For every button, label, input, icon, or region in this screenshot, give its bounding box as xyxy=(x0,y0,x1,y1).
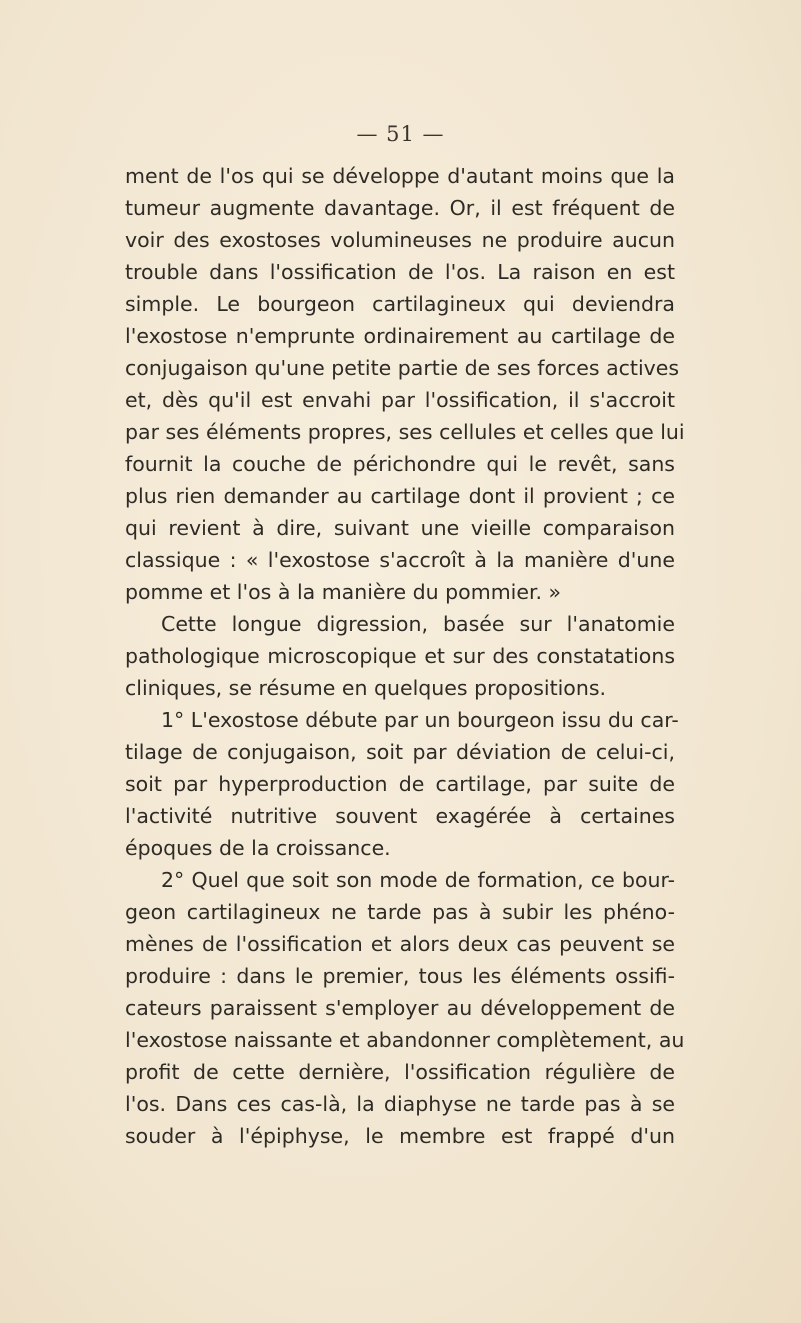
text-line: souder à l'épiphyse, le membre est frappé d'un xyxy=(125,1124,675,1148)
text-line: cliniques, se résume en quelques propositions. xyxy=(125,676,607,700)
text-line: tumeur augmente davantage. Or, il est fréquent de xyxy=(125,196,675,220)
text-line: soit par hyperproduction de cartilage, par suite de xyxy=(125,772,675,796)
text-line: 1° L'exostose débute par un bourgeon issu du car- xyxy=(161,708,679,732)
text-line: fournit la couche de périchondre qui le revêt, sans xyxy=(125,452,675,476)
text-line: trouble dans l'ossification de l'os. La raison en est xyxy=(125,260,675,284)
text-line: pomme et l'os à la manière du pommier. » xyxy=(125,580,562,604)
text-line: pathologique microscopique et sur des constatations xyxy=(125,644,675,668)
text-line: simple. Le bourgeon cartilagineux qui deviendra xyxy=(125,292,675,316)
text-line: plus rien demander au cartilage dont il provient ; ce xyxy=(125,484,675,508)
text-line: l'exostose naissante et abandonner complètement, au xyxy=(125,1028,685,1052)
text-line: l'activité nutritive souvent exagérée à certaines xyxy=(125,804,675,828)
text-line: l'os. Dans ces cas-là, la diaphyse ne tarde pas à se xyxy=(125,1092,675,1116)
text-line: l'exostose n'emprunte ordinairement au cartilage de xyxy=(125,324,675,348)
text-line: cateurs paraissent s'employer au développement de xyxy=(125,996,675,1020)
text-line: profit de cette dernière, l'ossification régulière de xyxy=(125,1060,675,1084)
text-line: 2° Quel que soit son mode de formation, ce bour- xyxy=(161,868,675,892)
text-line: voir des exostoses volumineuses ne produire aucun xyxy=(125,228,675,252)
text-line: ment de l'os qui se développe d'autant moins que la xyxy=(125,164,675,188)
text-line: Cette longue digression, basée sur l'anatomie xyxy=(161,612,675,636)
text-line: et, dès qu'il est envahi par l'ossification, il s'accroit xyxy=(125,388,675,412)
page-number: — 51 — xyxy=(356,122,445,146)
text-line: époques de la croissance. xyxy=(125,836,391,860)
text-line: qui revient à dire, suivant une vieille comparaison xyxy=(125,516,675,540)
text-line: par ses éléments propres, ses cellules et celles que lui xyxy=(125,420,685,444)
text-line: geon cartilagineux ne tarde pas à subir les phéno- xyxy=(125,900,675,924)
text-line: classique : « l'exostose s'accroît à la manière d'une xyxy=(125,548,675,572)
body-text xyxy=(125,160,685,1152)
text-line: tilage de conjugaison, soit par déviation de celui-ci, xyxy=(125,740,675,764)
text-line: conjugaison qu'une petite partie de ses forces actives xyxy=(125,356,680,380)
text-line: produire : dans le premier, tous les éléments ossifi- xyxy=(125,964,675,988)
text-line: mènes de l'ossification et alors deux cas peuvent se xyxy=(125,932,675,956)
